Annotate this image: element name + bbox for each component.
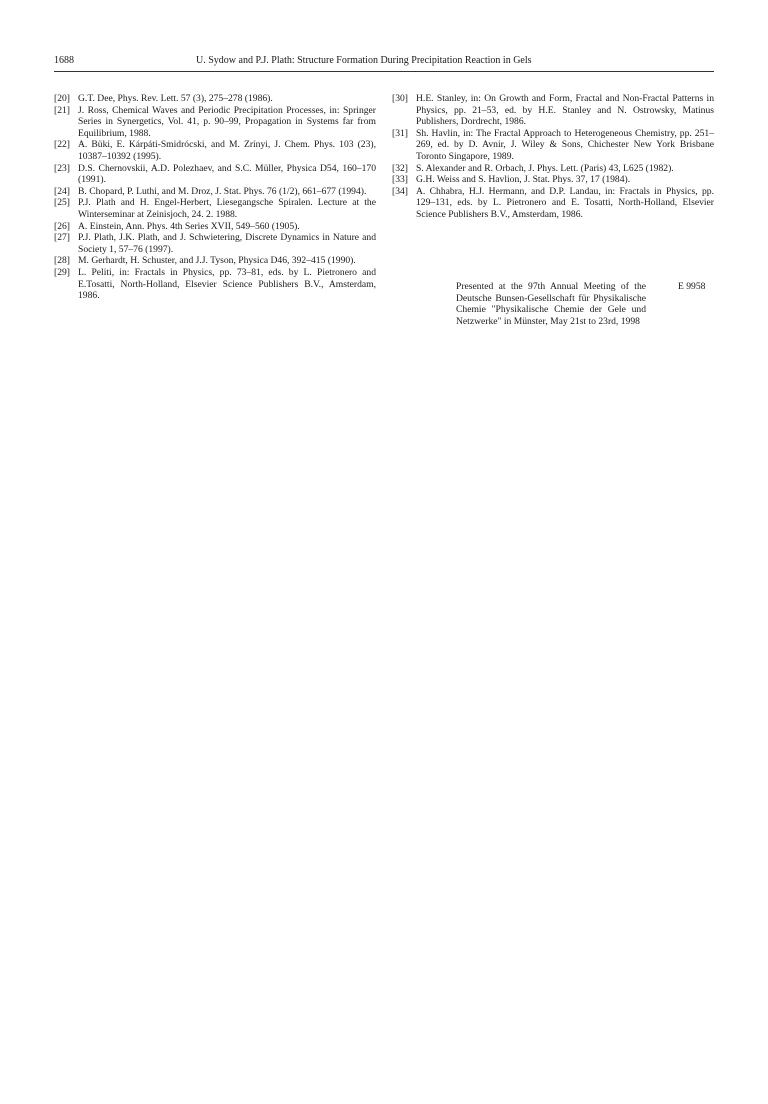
- reference-number: [22]: [54, 139, 70, 151]
- reference-number: [30]: [392, 93, 408, 104]
- reference-text: J. Ross, Chemical Waves and Periodic Precipitation Processes, in: Springer Series in Synergetics, Vol. 41, p. 90–99, Propagation in Systems far from Equilibrium, 1988.: [78, 104, 376, 139]
- reference-number: [21]: [54, 104, 70, 116]
- reference-item: [392, 128, 714, 163]
- presentation-note: Presented at the 97th Annual Meeting of the Deutsche Bunsen-Gesellschaft für Physikalische Chemie "Physikalische Chemie der Gele und Netzwerke" in Münster, May 21st to 23rd, 1998: [456, 281, 646, 327]
- reference-text: D.S. Chernovskii, A.D. Polezhaev, and S.C. Müller, Physica D54, 160–170 (1991).: [78, 162, 376, 186]
- reference-text: A. Einstein, Ann. Phys. 4th Series XVII, 549–560 (1905).: [78, 220, 300, 232]
- reference-text: L. Peliti, in: Fractals in Physics, pp. 73–81, eds. by L. Pietronero and E.Tosatti, North-Holland, Elsevier Science Publishers B.V., Amsterdam, 1986.: [78, 266, 376, 302]
- reference-number: [25]: [54, 197, 70, 209]
- reference-item: [54, 139, 376, 162]
- reference-text: H.E. Stanley, in: On Growth and Form, Fractal and Non-Fractal Patterns in Physics, pp. 21–53, ed. by H.E. Stanley and N. Ostrowsky, Matinus Publishers, Dordrecht, 1986.: [416, 93, 714, 128]
- reference-number: [32]: [392, 162, 408, 174]
- running-title: U. Sydow and P.J. Plath: Structure Formation During Precipitation Reaction in Gels: [196, 55, 532, 66]
- reference-item: [54, 255, 376, 267]
- reference-item: [54, 186, 376, 198]
- reference-text: A. Chhabra, H.J. Hermann, and D.P. Landau, in: Fractals in Physics, pp. 129–131, eds. by L. Pietronero and E. Tosatti, North-Holland, Elsevier Science Publishers B.V., Amsterdam, 1986.: [416, 185, 714, 220]
- page-number: 1688: [54, 55, 74, 66]
- reference-item: [54, 267, 376, 302]
- reference-number: [27]: [54, 232, 70, 244]
- header-rule: [54, 71, 714, 72]
- reference-text: M. Gerhardt, H. Schuster, and J.J. Tyson, Physica D46, 392–415 (1990).: [78, 255, 356, 267]
- reference-item: [392, 93, 714, 128]
- reference-item: [54, 221, 376, 233]
- reference-text: G.H. Weiss and S. Havlion, J. Stat. Phys. 37, 17 (1984).: [416, 174, 631, 186]
- reference-text: P.J. Plath and H. Engel-Herbert, Liesegangsche Spiralen. Lecture at the Winterseminar at Zeinisjoch, 24. 2. 1988.: [78, 197, 376, 220]
- references-right-column: [392, 93, 714, 221]
- reference-number: [31]: [392, 127, 408, 139]
- reference-number: [29]: [54, 266, 70, 278]
- reference-number: [26]: [54, 220, 70, 232]
- reference-text: G.T. Dee, Phys. Rev. Lett. 57 (3), 275–278 (1986).: [78, 93, 273, 104]
- reference-text: A. Büki, E. Kárpáti-Smidrócski, and M. Zrínyi, J. Chem. Phys. 103 (23), 10387–10392 (1995).: [78, 139, 376, 162]
- reference-item: [392, 186, 714, 221]
- reference-number: [28]: [54, 255, 70, 267]
- reference-item: [392, 163, 714, 175]
- reference-item: [54, 163, 376, 186]
- reference-number: [23]: [54, 162, 70, 174]
- reference-item: [54, 232, 376, 255]
- reference-number: [20]: [54, 93, 70, 104]
- reference-text: P.J. Plath, J.K. Plath, and J. Schwietering, Discrete Dynamics in Nature and Society 1, 57–76 (1997).: [78, 232, 376, 255]
- reference-number: [24]: [54, 185, 70, 197]
- reference-text: B. Chopard, P. Luthi, and M. Droz, J. Stat. Phys. 76 (1/2), 661–677 (1994).: [78, 185, 367, 197]
- reference-text: S. Alexander and R. Orbach, J. Phys. Lett. (Paris) 43, L625 (1982).: [416, 162, 674, 174]
- reference-item: [392, 174, 714, 186]
- reference-item: [54, 197, 376, 220]
- reference-number: [33]: [392, 174, 408, 186]
- page-header: [54, 55, 714, 71]
- reference-item: [54, 93, 376, 105]
- references-left-column: [54, 93, 376, 302]
- manuscript-code: E 9958: [678, 281, 706, 292]
- reference-number: [34]: [392, 185, 408, 197]
- reference-item: [54, 105, 376, 140]
- reference-text: Sh. Havlin, in: The Fractal Approach to Heterogeneous Chemistry, pp. 251–269, ed. by D. Avnir, J. Wiley & Sons, Chichester New York Brisbane Toronto Singapore, 1989.: [416, 127, 714, 162]
